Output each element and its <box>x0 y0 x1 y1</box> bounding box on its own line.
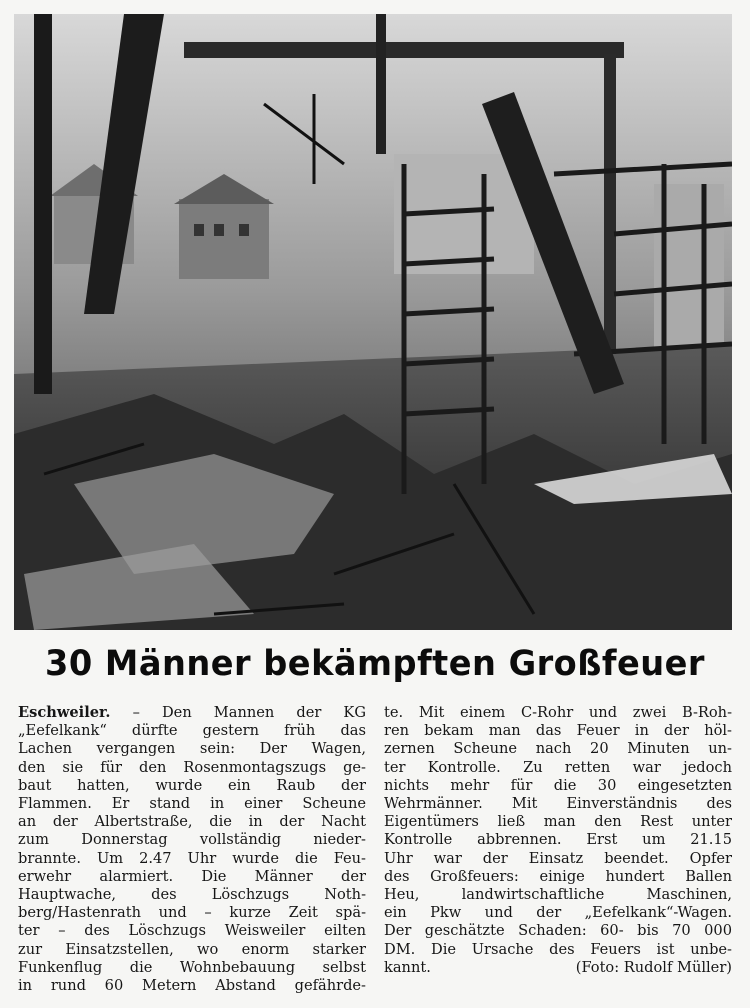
text-line: Uhr war der Einsatz beendet. Opfer <box>384 849 732 867</box>
text-line: Wehrmänner. Mit Einverständnis des <box>384 795 732 813</box>
text-line: erwehr alarmiert. Die Männer der <box>18 867 366 885</box>
text-line: ter Kontrolle. Zu retten war jedoch <box>384 758 732 776</box>
text-line: in rund 60 Metern Abstand gefährde- <box>18 977 366 995</box>
fire-ruins-photo <box>14 14 732 630</box>
text-line: zum Donnerstag vollständig nieder- <box>18 831 366 849</box>
text-line: berg/Hastenrath und – kurze Zeit spä- <box>18 904 366 922</box>
text-line: des Großfeuers: einige hundert Ballen <box>384 867 732 885</box>
text-line: Hauptwache, des Löschzugs Noth- <box>18 886 366 904</box>
text-line: Heu, landwirtschaftliche Maschinen, <box>384 886 732 904</box>
text-line: nichts mehr für die 30 eingesetzten <box>384 776 732 794</box>
text-line: brannte. Um 2.47 Uhr wurde die Feu- <box>18 849 366 867</box>
text-line: „Eefelkank“ dürfte gestern früh das <box>18 722 366 740</box>
text-line-last <box>384 959 732 977</box>
text-line: baut hatten, wurde ein Raub der <box>18 776 366 794</box>
column-right <box>384 704 732 1004</box>
headline: 30 Männer bekämpften Großfeuer <box>45 644 705 684</box>
text-line: Funkenflug die Wohnbebauung selbst <box>18 958 366 976</box>
closing-text: kannt. <box>384 958 431 976</box>
text-line: te. Mit einem C-Rohr und zwei B-Roh- <box>384 704 732 721</box>
text-line: Der geschätzte Schaden: 60- bis 70 000 <box>384 922 732 940</box>
text-line: ein Pkw und der „Eefelkank“-Wagen. <box>384 904 732 922</box>
text-line: Flammen. Er stand in einer Scheune <box>18 795 366 813</box>
text-line: ren bekam man das Feuer in der höl- <box>384 722 732 740</box>
text-line: ter – des Löschzugs Weisweiler eilten <box>18 922 366 940</box>
text-line: Eigentümers ließ man den Rest unter <box>384 813 732 831</box>
text-line: Eschweiler. – Den Mannen der KG <box>18 704 366 721</box>
text-line: Lachen vergangen sein: Der Wagen, <box>18 740 366 758</box>
text-line: Kontrolle abbrennen. Erst um 21.15 <box>384 831 732 849</box>
photo-illustration <box>14 14 732 630</box>
photo-credit: (Foto: Rudolf Müller) <box>575 958 732 976</box>
dateline: Eschweiler. <box>18 704 111 721</box>
text-line: den sie für den Rosenmontagszugs ge- <box>18 758 366 776</box>
article-body <box>18 704 732 1004</box>
column-left <box>18 704 366 1004</box>
text-line: DM. Die Ursache des Feuers ist unbe- <box>384 940 732 958</box>
text-line: an der Albertstraße, die in der Nacht <box>18 813 366 831</box>
text-line: zur Einsatzstellen, wo enorm starker <box>18 940 366 958</box>
text-line: zernen Scheune nach 20 Minuten un- <box>384 740 732 758</box>
